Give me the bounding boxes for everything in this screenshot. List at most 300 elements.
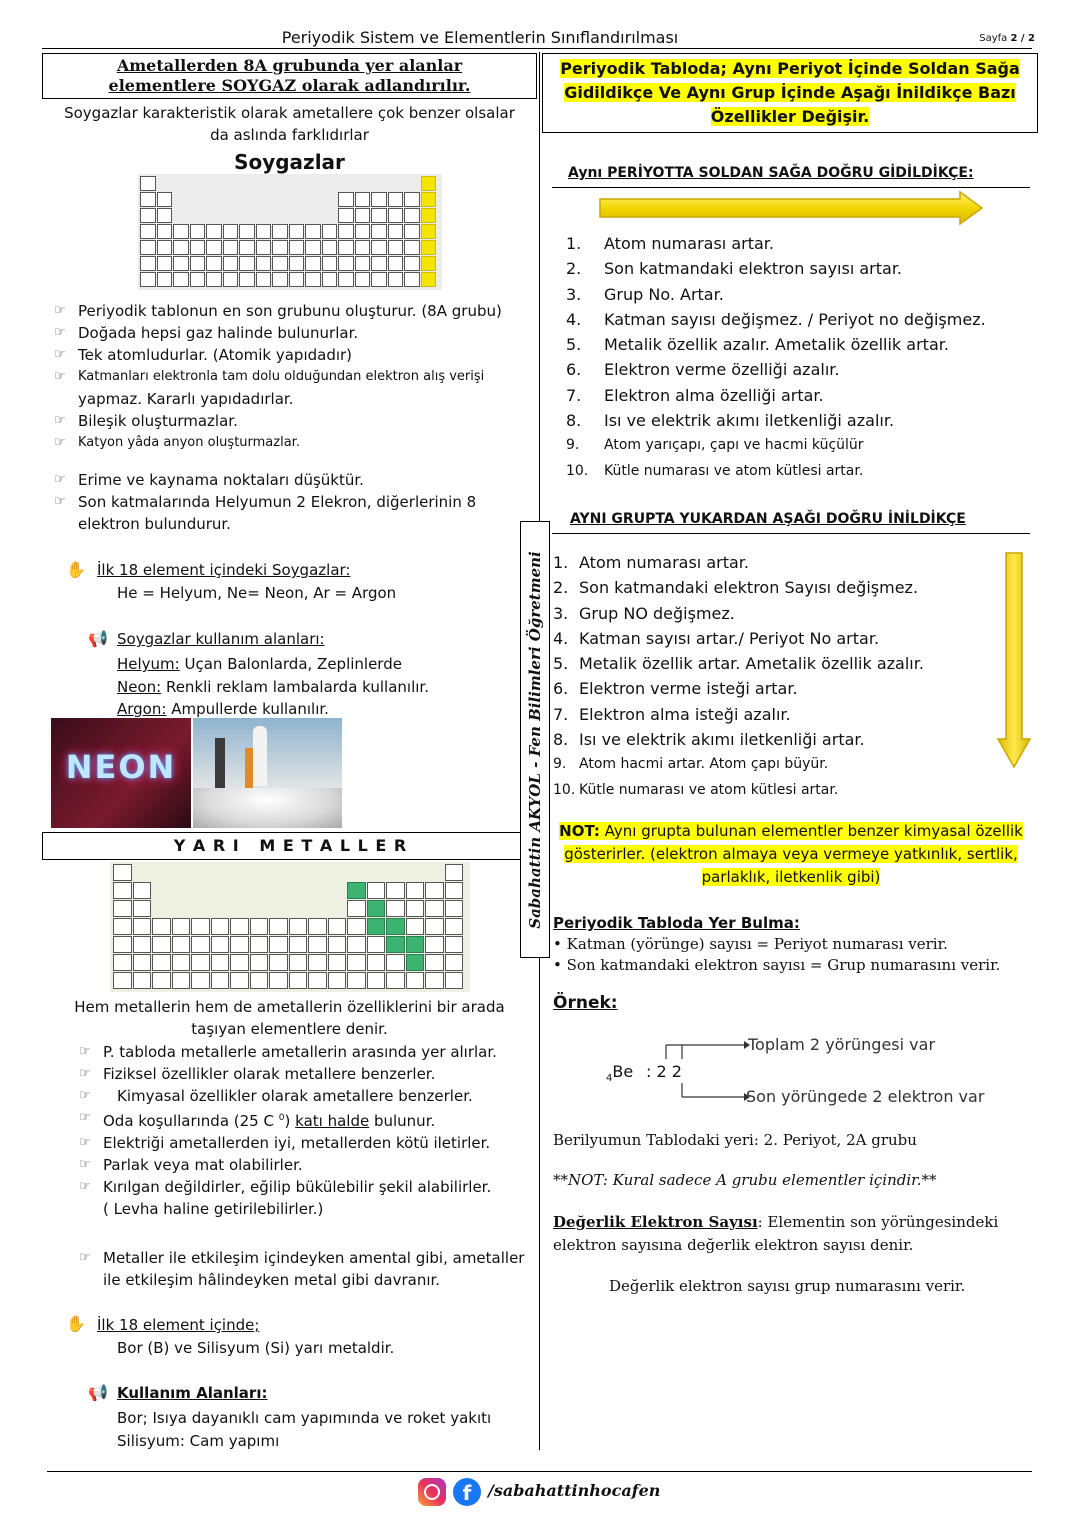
element-cell bbox=[305, 240, 321, 255]
rules-intro-line1: Periyodik Tabloda; Aynı Periyot İçinde Soldan Sağa bbox=[560, 59, 1020, 78]
metalloid-intro: Hem metallerin hem de ametallerin özelliklerini bir arada taşıyan elementlere denir. bbox=[74, 998, 505, 1038]
element-cell bbox=[367, 954, 386, 971]
config-top-label: Toplam 2 yörüngesi var bbox=[748, 1035, 936, 1054]
hand-icon: ✋ bbox=[66, 560, 86, 579]
list-item-text: Metalik özellik azalır. Ametalik özellik artar. bbox=[604, 335, 949, 355]
list-item: ☞ Erime ve kaynama noktaları düşüktür. bbox=[52, 469, 532, 491]
beryllium-config: : 2 2 bbox=[646, 1062, 682, 1081]
element-cell bbox=[338, 192, 354, 207]
grup-title: AYNI GRUPTA YUKARDAN AŞAĞI DOĞRU İNİLDİKÇE bbox=[570, 511, 966, 527]
element-cell bbox=[347, 972, 366, 989]
element-cell bbox=[305, 224, 321, 239]
facebook-icon[interactable]: f bbox=[453, 1478, 481, 1506]
list-item: ☞ Fiziksel özellikler olarak metallere benzerler. bbox=[77, 1063, 527, 1085]
element-cell bbox=[289, 954, 308, 971]
element-cell bbox=[272, 256, 288, 271]
element-cell bbox=[421, 256, 437, 271]
social-handle-link[interactable]: /sabahattinhocafen bbox=[488, 1481, 661, 1500]
list-item-text: Kütle numarası ve atom kütlesi artar. bbox=[579, 781, 839, 798]
element-cell bbox=[388, 224, 404, 239]
list-number: 1. bbox=[566, 234, 582, 253]
element-cell bbox=[338, 208, 354, 223]
element-cell bbox=[328, 954, 347, 971]
list-number: 7. bbox=[566, 385, 582, 405]
yer-bulma-title: Periyodik Tabloda Yer Bulma: bbox=[553, 914, 800, 932]
element-cell bbox=[239, 256, 255, 271]
list-item: ☞ P. tabloda metallerle ametallerin arasında yer alırlar. bbox=[77, 1041, 527, 1063]
element-cell bbox=[308, 972, 327, 989]
element-cell bbox=[404, 256, 420, 271]
metalloid-properties-list bbox=[77, 1041, 527, 1220]
element-cell bbox=[371, 272, 387, 287]
element-cell bbox=[421, 272, 437, 287]
element-cell bbox=[190, 224, 206, 239]
list-item-text: Isı ve elektrik akımı iletkenliği artar. bbox=[579, 730, 865, 750]
element-cell bbox=[367, 918, 386, 935]
element-cell bbox=[421, 224, 437, 239]
element-cell bbox=[386, 936, 405, 953]
element-cell bbox=[322, 272, 338, 287]
element-cell bbox=[172, 918, 191, 935]
list-item-text: Metalik özellik artar. Ametalik özellik azalır. bbox=[579, 654, 924, 674]
element-cell bbox=[371, 224, 387, 239]
element-cell bbox=[173, 256, 189, 271]
element-cell bbox=[388, 272, 404, 287]
soygaz-def-line2: elementlere SOYGAZ olarak adlandırılır. bbox=[108, 76, 471, 95]
metalloid-title: Y A R I M E T A L L E R bbox=[173, 836, 408, 855]
element-cell bbox=[404, 240, 420, 255]
element-cell bbox=[445, 936, 464, 953]
list-item bbox=[566, 256, 1026, 281]
list-item-continuation: ( Levha haline getirilebilirler.) bbox=[103, 1200, 324, 1218]
degerlik-final: Değerlik elektron sayısı grup numarasını verir. bbox=[609, 1277, 966, 1295]
metalloid-usage-title: Kullanım Alanları: bbox=[117, 1384, 268, 1402]
degerlik-definition: Değerlik Elektron Sayısı: Elementin son yörüngesindeki elektron sayısına değerlik elektron sayısı denir. bbox=[553, 1213, 999, 1254]
element-cell bbox=[133, 936, 152, 953]
yer-bulma-list bbox=[553, 934, 1000, 976]
element-cell bbox=[211, 954, 230, 971]
hand-icon: ✋ bbox=[66, 1314, 86, 1333]
list-number: 10. bbox=[553, 781, 576, 798]
element-cell bbox=[272, 272, 288, 287]
element-cell bbox=[445, 864, 464, 881]
element-cell bbox=[152, 918, 171, 935]
element-cell bbox=[230, 936, 249, 953]
element-cell bbox=[250, 972, 269, 989]
element-cell bbox=[190, 272, 206, 287]
list-item-text: Kütle numarası ve atom kütlesi artar. bbox=[604, 462, 864, 479]
element-cell bbox=[355, 224, 371, 239]
element-cell bbox=[269, 918, 288, 935]
element-cell bbox=[206, 224, 222, 239]
element-cell bbox=[206, 240, 222, 255]
element-cell bbox=[328, 918, 347, 935]
element-cell bbox=[157, 192, 173, 207]
element-cell bbox=[157, 208, 173, 223]
element-cell bbox=[140, 208, 156, 223]
element-cell bbox=[322, 224, 338, 239]
list-item bbox=[553, 626, 983, 651]
noble-gas-periodic-table-image bbox=[138, 174, 442, 290]
element-cell bbox=[406, 882, 425, 899]
list-item: ☞ Bileşik oluşturmazlar. bbox=[52, 410, 532, 432]
list-item-continuation: yapmaz. Kararlı yapıdadırlar. bbox=[78, 390, 294, 408]
list-item-text: Isı ve elektrik akımı iletkenliği azalır. bbox=[604, 411, 895, 431]
element-cell bbox=[269, 936, 288, 953]
list-item: ☞ Katyon yâda anyon oluşturmazlar. bbox=[52, 432, 532, 454]
list-item bbox=[553, 727, 983, 752]
soygaz-def-line1: Ametallerden 8A grubunda yer alanlar bbox=[116, 56, 463, 75]
list-item-continuation: elektron bulundurur. bbox=[78, 515, 231, 533]
element-cell bbox=[230, 972, 249, 989]
element-cell bbox=[386, 882, 405, 899]
metalloid-behavior-list bbox=[77, 1247, 527, 1291]
element-cell bbox=[406, 936, 425, 953]
element-cell bbox=[425, 954, 444, 971]
list-number: 6. bbox=[553, 679, 569, 699]
element-cell bbox=[347, 936, 366, 953]
usage-item-neon: Neon: Renkli reklam lambalarda kullanılır. bbox=[117, 677, 429, 696]
list-item-text: Son katmandaki elektron Sayısı değişmez. bbox=[579, 578, 919, 598]
usage-item-helyum: Helyum: Uçan Balonlarda, Zeplinlerde bbox=[117, 655, 402, 673]
element-cell bbox=[406, 972, 425, 989]
element-cell bbox=[386, 972, 405, 989]
element-cell bbox=[152, 936, 171, 953]
element-cell bbox=[322, 240, 338, 255]
element-cell bbox=[386, 900, 405, 917]
element-cell bbox=[250, 918, 269, 935]
element-cell bbox=[239, 272, 255, 287]
element-cell bbox=[206, 272, 222, 287]
element-cell bbox=[322, 256, 338, 271]
element-cell bbox=[256, 272, 272, 287]
element-cell bbox=[421, 176, 437, 191]
list-item: ☞ Doğada hepsi gaz halinde bulunurlar. bbox=[52, 322, 532, 344]
element-cell bbox=[425, 972, 444, 989]
element-cell bbox=[289, 256, 305, 271]
list-item bbox=[553, 550, 983, 575]
list-number: 6. bbox=[566, 360, 582, 380]
list-item: ☞ Oda koşullarında (25 C $^0$) katı halde bulunur. bbox=[77, 1107, 527, 1132]
element-cell bbox=[445, 900, 464, 917]
element-cell bbox=[190, 256, 206, 271]
list-item: ☞ Elektriği ametallerden iyi, metallerden kötü iletirler. bbox=[77, 1132, 527, 1154]
list-item-text: Katman sayısı değişmez. / Periyot no değişmez. bbox=[604, 309, 986, 329]
list-item bbox=[553, 651, 983, 676]
list-item-text: Atom hacmi artar. Atom çapı büyür. bbox=[579, 756, 829, 773]
element-cell bbox=[404, 208, 420, 223]
element-cell bbox=[239, 224, 255, 239]
element-cell bbox=[173, 240, 189, 255]
shuttle-launch-photo bbox=[193, 718, 342, 828]
list-item bbox=[566, 433, 1026, 458]
rules-intro-line2: Gidildikçe Ve Aynı Grup İçinde Aşağı İnildikçe Bazı bbox=[564, 83, 1016, 102]
element-cell bbox=[223, 256, 239, 271]
list-item: ☞ Kimyasal özellikler olarak ametallere benzerler. bbox=[77, 1085, 527, 1107]
list-number: 2. bbox=[566, 259, 582, 279]
element-cell bbox=[172, 936, 191, 953]
element-cell bbox=[223, 224, 239, 239]
list-item bbox=[566, 307, 1026, 332]
list-item: ☞ Tek atomludurlar. (Atomik yapıdadır) bbox=[52, 344, 532, 366]
element-cell bbox=[308, 954, 327, 971]
element-cell bbox=[157, 240, 173, 255]
element-cell bbox=[445, 918, 464, 935]
element-cell bbox=[347, 918, 366, 935]
element-cell bbox=[305, 272, 321, 287]
list-item: ☞ Katmanları elektronla tam dolu olduğundan elektron alış verişi bbox=[52, 366, 532, 388]
element-cell bbox=[355, 208, 371, 223]
list-number: 8. bbox=[553, 730, 569, 750]
megaphone-icon: 📢 bbox=[88, 1383, 108, 1402]
element-cell bbox=[404, 224, 420, 239]
element-cell bbox=[190, 240, 206, 255]
list-number: 7. bbox=[553, 704, 569, 724]
element-cell bbox=[289, 972, 308, 989]
element-cell bbox=[406, 954, 425, 971]
element-cell bbox=[338, 256, 354, 271]
soygaz-properties-list bbox=[52, 300, 532, 454]
element-cell bbox=[133, 900, 152, 917]
element-cell bbox=[355, 240, 371, 255]
element-cell bbox=[367, 972, 386, 989]
list-item-continuation: ile etkileşim hâlindeyken metal gibi davranır. bbox=[103, 1271, 441, 1289]
ilk18-metalloid-text: Bor (B) ve Silisyum (Si) yarı metaldir. bbox=[117, 1339, 395, 1357]
element-cell bbox=[172, 954, 191, 971]
element-cell bbox=[421, 208, 437, 223]
list-number: 9. bbox=[566, 437, 580, 454]
down-arrow-icon bbox=[996, 549, 1032, 771]
element-cell bbox=[367, 900, 386, 917]
element-cell bbox=[113, 882, 132, 899]
element-cell bbox=[425, 900, 444, 917]
list-item-text: Atom numarası artar. bbox=[579, 553, 749, 572]
element-cell bbox=[113, 864, 132, 881]
list-number: 4. bbox=[566, 309, 582, 329]
list-item: Bor; Isıya dayanıklı cam yapımında ve roket yakıtı bbox=[117, 1409, 492, 1427]
element-cell bbox=[157, 256, 173, 271]
element-cell bbox=[152, 954, 171, 971]
element-cell bbox=[133, 918, 152, 935]
element-cell bbox=[421, 192, 437, 207]
element-cell bbox=[388, 208, 404, 223]
list-item: Silisyum: Cam yapımı bbox=[117, 1431, 280, 1450]
grup-title-rule bbox=[552, 533, 1030, 534]
element-cell bbox=[250, 954, 269, 971]
list-item bbox=[553, 778, 983, 803]
soygaz-definition-box bbox=[42, 53, 537, 99]
page-number-value: 2 / 2 bbox=[1010, 33, 1035, 44]
element-cell bbox=[152, 972, 171, 989]
list-number: 5. bbox=[566, 335, 582, 355]
element-cell bbox=[256, 240, 272, 255]
soygaz-intro: Soygazlar karakteristik olarak ametallere çok benzer olsalar da aslında farklıdırlar bbox=[64, 104, 515, 144]
element-cell bbox=[425, 936, 444, 953]
element-cell bbox=[173, 272, 189, 287]
element-cell bbox=[406, 918, 425, 935]
element-cell bbox=[347, 882, 366, 899]
page-number: Sayfa 2 / 2 bbox=[979, 33, 1035, 44]
element-cell bbox=[211, 918, 230, 935]
element-cell bbox=[211, 936, 230, 953]
element-cell bbox=[269, 954, 288, 971]
list-number: 1. bbox=[553, 553, 569, 572]
metalloid-title-box bbox=[42, 832, 539, 860]
berilyum-position: Berilyumun Tablodaki yeri: 2. Periyot, 2A grubu bbox=[553, 1131, 917, 1149]
list-number: 5. bbox=[553, 654, 569, 674]
element-cell bbox=[269, 972, 288, 989]
element-cell bbox=[388, 240, 404, 255]
footer-rule bbox=[47, 1471, 1032, 1472]
element-cell bbox=[223, 272, 239, 287]
element-cell bbox=[338, 240, 354, 255]
list-item-text: Grup No. Artar. bbox=[604, 284, 724, 304]
element-cell bbox=[113, 900, 132, 917]
metalloid-usage-list bbox=[117, 1407, 491, 1452]
rules-intro-line3: Özellikler Değişir. bbox=[710, 107, 870, 126]
list-item-text: Elektron alma isteği azalır. bbox=[579, 704, 791, 724]
list-item: ☞ Son katmalarında Helyumun 2 Elekron, diğerlerinin 8 bbox=[52, 491, 532, 513]
list-item-text: Elektron verme özelliği azalır. bbox=[604, 360, 840, 380]
element-cell bbox=[328, 936, 347, 953]
element-cell bbox=[347, 900, 366, 917]
config-bottom-label: Son yörüngede 2 elektron var bbox=[746, 1087, 985, 1106]
element-cell bbox=[289, 224, 305, 239]
element-cell bbox=[367, 882, 386, 899]
list-item-text: Grup NO değişmez. bbox=[579, 603, 735, 623]
list-item-text: Atom yarıçapı, çapı ve hacmi küçülür bbox=[604, 437, 864, 454]
element-cell bbox=[230, 918, 249, 935]
soygaz-properties-list-2 bbox=[52, 469, 532, 535]
element-cell bbox=[272, 224, 288, 239]
element-cell bbox=[445, 972, 464, 989]
element-cell bbox=[355, 272, 371, 287]
list-number: 10. bbox=[566, 462, 589, 479]
list-number: 3. bbox=[553, 603, 569, 623]
element-cell bbox=[272, 240, 288, 255]
element-cell bbox=[445, 954, 464, 971]
element-cell bbox=[172, 972, 191, 989]
element-cell bbox=[404, 192, 420, 207]
element-cell bbox=[386, 918, 405, 935]
element-cell bbox=[230, 954, 249, 971]
neon-sign-photo bbox=[51, 718, 191, 828]
instagram-icon[interactable] bbox=[418, 1478, 446, 1506]
element-cell bbox=[191, 936, 210, 953]
element-cell bbox=[371, 192, 387, 207]
list-number: 8. bbox=[566, 411, 582, 431]
element-cell bbox=[388, 192, 404, 207]
kural-note: **NOT: Kural sadece A grubu elementler içindir.** bbox=[553, 1171, 937, 1189]
list-item bbox=[566, 231, 1026, 256]
element-cell bbox=[338, 272, 354, 287]
soygaz-title: Soygazlar bbox=[234, 150, 345, 174]
element-cell bbox=[113, 918, 132, 935]
ilk18-soygaz-list: He = Helyum, Ne= Neon, Ar = Argon bbox=[117, 584, 397, 602]
list-item-text: Elektron verme isteği artar. bbox=[579, 679, 798, 699]
list-item bbox=[566, 459, 1026, 484]
element-cell bbox=[157, 224, 173, 239]
usage-item-argon: Argon: Ampullerde kullanılır. bbox=[117, 700, 329, 718]
element-cell bbox=[256, 256, 272, 271]
element-cell bbox=[223, 240, 239, 255]
element-cell bbox=[371, 256, 387, 271]
element-cell bbox=[367, 936, 386, 953]
element-cell bbox=[289, 936, 308, 953]
list-item: • Katman (yörünge) sayısı = Periyot numarası verir. bbox=[553, 935, 948, 953]
element-cell bbox=[140, 176, 156, 191]
element-cell bbox=[211, 972, 230, 989]
periyot-changes-list bbox=[566, 231, 1026, 484]
right-arrow-icon bbox=[596, 190, 986, 226]
list-item-text: Son katmandaki elektron sayısı artar. bbox=[604, 259, 903, 279]
element-cell bbox=[191, 954, 210, 971]
list-item bbox=[553, 702, 983, 727]
element-cell bbox=[289, 918, 308, 935]
list-number: 3. bbox=[566, 284, 582, 304]
author-vertical-text: Sabahattin AKYOL - Fen Bilimleri Öğretmeni bbox=[526, 550, 544, 929]
element-cell bbox=[140, 272, 156, 287]
element-cell bbox=[133, 882, 152, 899]
element-cell bbox=[113, 936, 132, 953]
neon-sign-text: NEON bbox=[65, 748, 177, 786]
element-cell bbox=[347, 954, 366, 971]
soygaz-usage-list bbox=[117, 653, 429, 721]
element-cell bbox=[305, 256, 321, 271]
element-cell bbox=[133, 954, 152, 971]
list-number: 4. bbox=[553, 628, 569, 648]
element-cell bbox=[250, 936, 269, 953]
list-item: ☞ Kırılgan değildirler, eğilip bükülebilir şekil alabilirler. bbox=[77, 1176, 527, 1198]
list-number: 2. bbox=[553, 578, 569, 598]
list-item-text: Atom numarası artar. bbox=[604, 234, 774, 253]
list-item bbox=[553, 601, 983, 626]
list-item: • Son katmandaki elektron sayısı = Grup numarasını verir. bbox=[553, 956, 1001, 974]
periyot-title: Aynı PERİYOTTA SOLDAN SAĞA DOĞRU GİDİLDİKÇE: bbox=[568, 165, 974, 181]
element-cell bbox=[421, 240, 437, 255]
element-cell bbox=[140, 256, 156, 271]
soygaz-usage-title: Soygazlar kullanım alanları: bbox=[117, 630, 325, 648]
element-cell bbox=[371, 208, 387, 223]
list-item-text: Katman sayısı artar./ Periyot No artar. bbox=[579, 628, 880, 648]
element-cell bbox=[308, 936, 327, 953]
element-cell bbox=[355, 256, 371, 271]
degerlik-title: Değerlik Elektron Sayısı bbox=[553, 1213, 758, 1231]
list-number: 9. bbox=[553, 756, 567, 773]
list-item bbox=[566, 357, 1026, 382]
page-header-title: Periyodik Sistem ve Elementlerin Sınıflandırılması bbox=[281, 28, 679, 47]
element-cell bbox=[113, 954, 132, 971]
list-item: ☞ Parlak veya mat olabilirler. bbox=[77, 1154, 527, 1176]
ilk18-metalloid-title: İlk 18 element içinde; bbox=[97, 1316, 260, 1334]
grup-changes-list bbox=[553, 550, 983, 803]
element-cell bbox=[157, 272, 173, 287]
element-cell bbox=[328, 972, 347, 989]
element-cell bbox=[404, 272, 420, 287]
config-arrows-diagram bbox=[660, 1035, 750, 1107]
element-cell bbox=[445, 882, 464, 899]
list-item: ☞ Periyodik tablonun en son grubunu oluşturur. (8A grubu) bbox=[52, 300, 532, 322]
element-cell bbox=[191, 918, 210, 935]
element-cell bbox=[425, 882, 444, 899]
element-cell bbox=[140, 224, 156, 239]
megaphone-icon: 📢 bbox=[88, 629, 108, 648]
element-cell bbox=[338, 224, 354, 239]
element-cell bbox=[388, 256, 404, 271]
author-vertical-box bbox=[520, 521, 550, 958]
list-item bbox=[553, 676, 983, 701]
metalloid-periodic-table-image bbox=[110, 862, 470, 992]
